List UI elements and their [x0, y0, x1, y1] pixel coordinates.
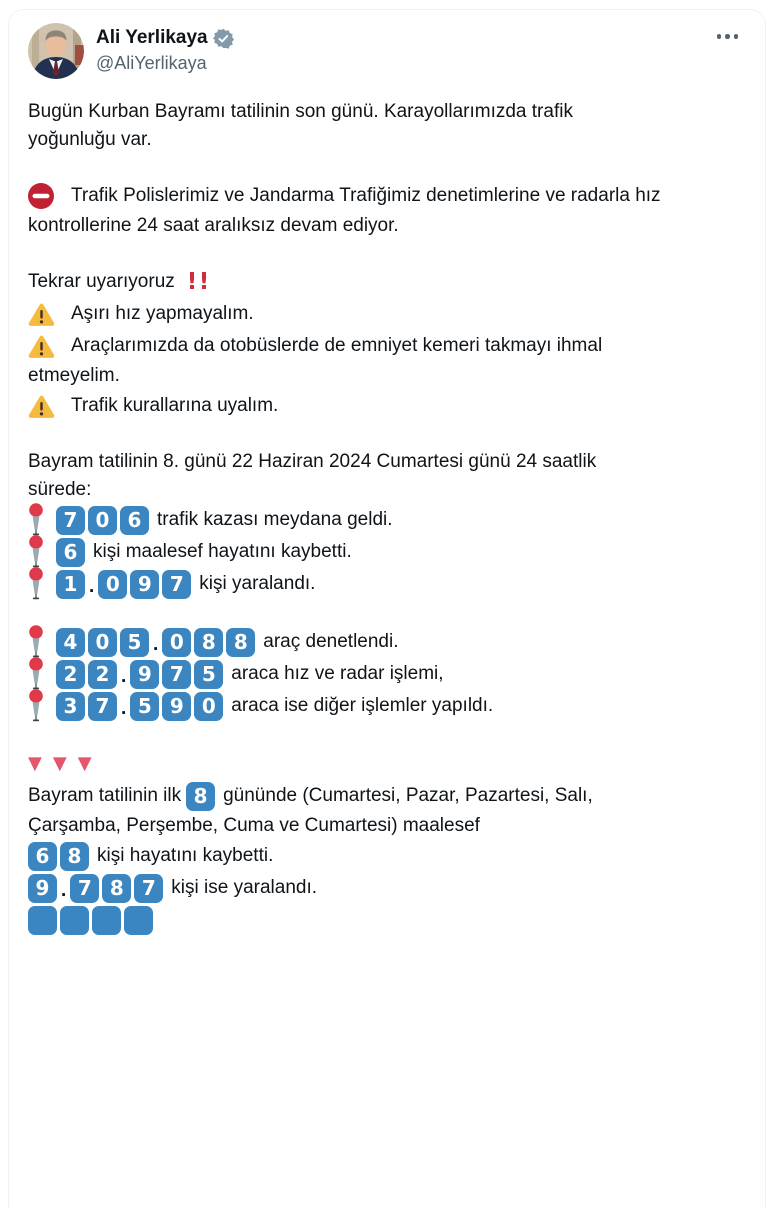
keycap-digit [28, 906, 57, 935]
keycap-digit: 6 [28, 842, 57, 871]
keycap-digit: 0 [194, 692, 223, 721]
text-segment: sürede: [28, 479, 92, 500]
warning-icon [28, 334, 55, 359]
tweet-line [28, 780, 746, 812]
keycap-digit: 8 [102, 874, 131, 903]
keycap-digit: 0 [98, 570, 127, 599]
keycap-digit: 7 [56, 506, 85, 535]
text-segment: yoğunluğu var. [28, 129, 152, 150]
keycap-digit: 1 [56, 570, 85, 599]
keycap-digit: 5 [130, 692, 159, 721]
no-entry-icon [28, 183, 54, 209]
display-name[interactable]: Ali Yerlikaya [96, 27, 208, 48]
down-triangle-icon: ▼ [52, 753, 67, 774]
text-segment: araca hız ve radar işlemi, [231, 663, 444, 684]
warning-icon [28, 394, 55, 419]
pushpin-icon [28, 567, 44, 600]
blank-line [28, 240, 746, 266]
keycap-digit: 0 [88, 506, 117, 535]
text-segment: kişi hayatını kaybetti. [97, 845, 274, 866]
tweet-line [28, 626, 746, 658]
pushpin-icon [28, 689, 44, 722]
pushpin-icon [28, 657, 44, 690]
blank-line [28, 422, 746, 448]
keycap-digit: 6 [120, 506, 149, 535]
tweet-line [28, 390, 746, 422]
pushpin-icon [28, 625, 44, 658]
pushpin-icon [28, 503, 44, 536]
keycap-digit: 8 [226, 628, 255, 657]
tweet-header [9, 10, 765, 79]
text-segment: Çarşamba, Perşembe, Cuma ve Cumartesi) maalesef [28, 815, 480, 836]
keycap-digit: 9 [28, 874, 57, 903]
more-options-button[interactable] [711, 28, 745, 45]
tweet-line [28, 690, 746, 722]
keycap-digit: 7 [162, 660, 191, 689]
keycap-digit: 7 [88, 692, 117, 721]
tweet-card [8, 9, 766, 1209]
keycap-digit: 7 [162, 570, 191, 599]
text-segment: trafik kazası meydana geldi. [157, 509, 393, 530]
tweet-line [28, 126, 746, 154]
tweet-line [28, 476, 746, 504]
keycap-digit: 9 [130, 660, 159, 689]
double-exclamation-icon: !! [186, 268, 211, 295]
text-segment: Tekrar uyarıyoruz [28, 271, 175, 292]
tweet-line [28, 536, 746, 568]
text-segment: Bugün Kurban Bayramı tatilinin son günü. Karayollarımızda trafik [28, 101, 573, 122]
tweet-line [28, 568, 746, 600]
text-segment: Araçlarımızda da otobüslerde de emniyet kemeri takmayı ihmal [71, 335, 603, 356]
profile-avatar[interactable] [28, 23, 84, 79]
down-triangle-icon: ▼ [28, 753, 42, 774]
tweet-line [28, 658, 746, 690]
keycap-digit: 9 [162, 692, 191, 721]
keycap-digit: 6 [56, 538, 85, 567]
blank-line [28, 600, 746, 626]
pushpin-icon [28, 535, 44, 568]
text-segment: araç denetlendi. [263, 631, 399, 652]
keycap-digit: 2 [88, 660, 117, 689]
keycap-digit [124, 906, 153, 935]
text-segment: Bayram tatilinin ilk [28, 785, 182, 806]
tweet-line [28, 298, 746, 330]
tweet-line [28, 330, 746, 362]
keycap-digit: 7 [70, 874, 99, 903]
tweet-line [28, 748, 746, 780]
keycap-digit: 7 [134, 874, 163, 903]
tweet-line [28, 904, 746, 936]
tweet-line [28, 98, 746, 126]
tweet-line [28, 180, 746, 212]
text-segment: kişi ise yaralandı. [171, 877, 318, 898]
dot-separator: . [121, 666, 127, 687]
text-segment: Trafik kurallarına uyalım. [71, 395, 279, 416]
verified-badge-icon [213, 28, 234, 49]
keycap-digit: 8 [60, 842, 89, 871]
dot-separator: . [153, 634, 159, 655]
tweet-line [28, 872, 746, 904]
keycap-digit: 0 [162, 628, 191, 657]
text-segment: araca ise diğer işlemler yapıldı. [231, 695, 494, 716]
keycap-digit: 3 [56, 692, 85, 721]
text-segment: Trafik Polislerimiz ve Jandarma Trafiğimiz denetimlerine ve radarla hız [71, 185, 661, 206]
text-segment: Bayram tatilinin 8. günü 22 Haziran 2024 Cumartesi günü 24 saatlik [28, 451, 597, 472]
keycap-digit: 4 [56, 628, 85, 657]
tweet-line [28, 448, 746, 476]
warning-icon [28, 302, 55, 327]
text-segment: kişi yaralandı. [199, 573, 316, 594]
keycap-digit: 5 [120, 628, 149, 657]
keycap-digit: 9 [130, 570, 159, 599]
dot-separator: . [61, 880, 67, 901]
dot-separator: . [121, 698, 127, 719]
dot-separator: . [89, 576, 95, 597]
keycap-digit: 8 [194, 628, 223, 657]
keycap-digit: 5 [194, 660, 223, 689]
tweet-line [28, 504, 746, 536]
tweet-line [28, 362, 746, 390]
keycap-digit [60, 906, 89, 935]
blank-line [28, 722, 746, 748]
tweet-line [28, 266, 746, 298]
keycap-digit [92, 906, 121, 935]
avatar-image [28, 23, 84, 79]
text-segment: kontrollerine 24 saat aralıksız devam ediyor. [28, 215, 399, 236]
text-segment: etmeyelim. [28, 365, 120, 386]
keycap-digit: 2 [56, 660, 85, 689]
keycap-digit: 8 [186, 782, 215, 811]
tweet-line [28, 812, 746, 840]
user-handle[interactable]: @AliYerlikaya [96, 53, 207, 73]
keycap-digit: 0 [88, 628, 117, 657]
text-segment: kişi maalesef hayatını kaybetti. [93, 541, 352, 562]
blank-line [28, 154, 746, 180]
tweet-text-body [9, 79, 765, 936]
text-segment: gününde (Cumartesi, Pazar, Pazartesi, Salı, [223, 785, 593, 806]
tweet-line [28, 840, 746, 872]
tweet-line [28, 212, 746, 240]
down-triangle-icon: ▼ [77, 753, 92, 774]
identity-block [96, 23, 234, 76]
text-segment: Aşırı hız yapmayalım. [71, 303, 254, 324]
